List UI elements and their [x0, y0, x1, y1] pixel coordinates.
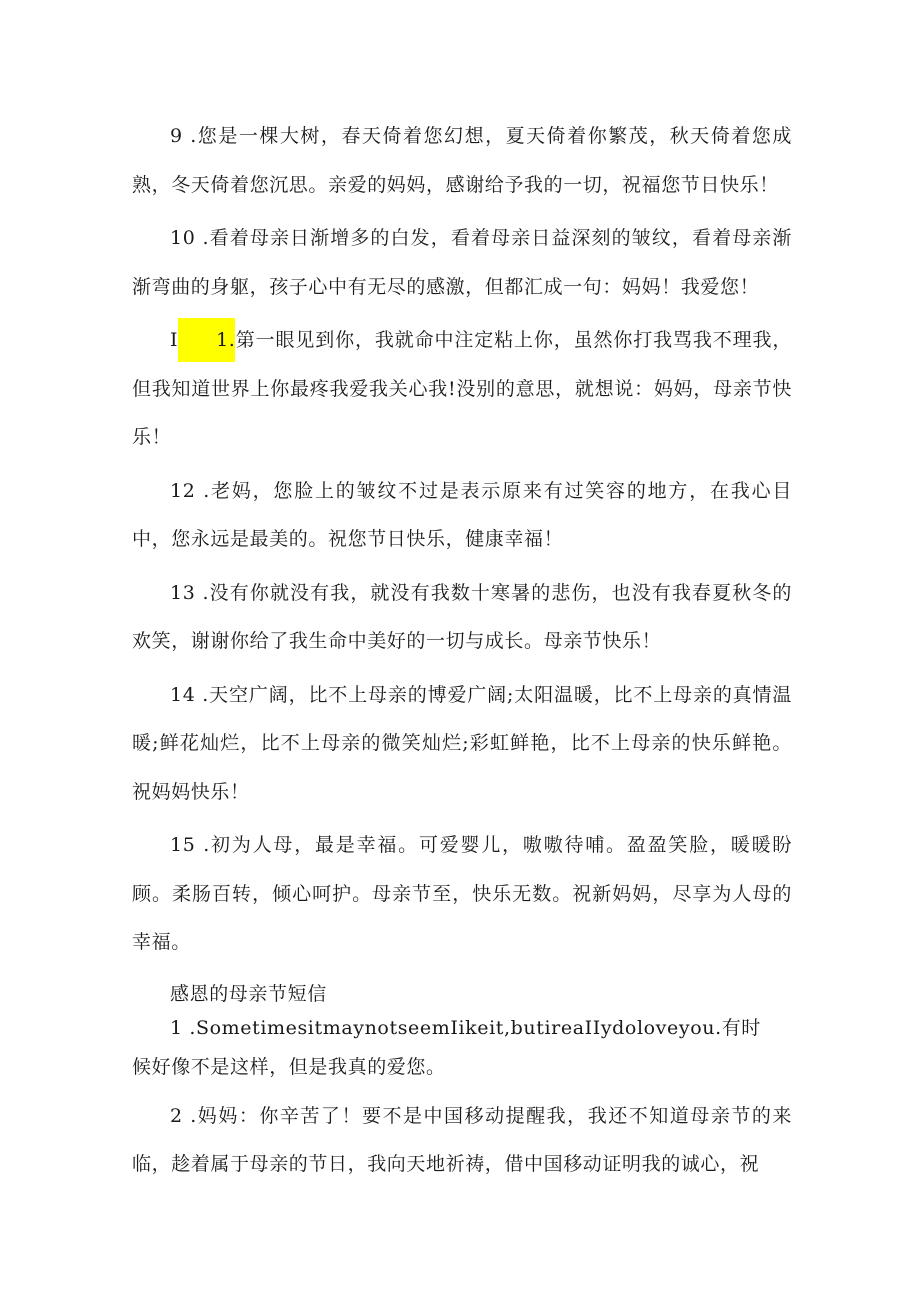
paragraph-10: 10 .看着母亲日渐增多的白发，看着母亲日益深刻的皱纹，看着母亲渐渐弯曲的身躯，孩子心中有无尽的感激，但都汇成一句：妈妈！我爱您！	[132, 227, 792, 298]
section-item-1	[132, 1009, 792, 1087]
section-item-2: 2 .妈妈：你辛苦了！要不是中国移动提醒我，我还不知道母亲节的来临，趁着属于母亲的节日，我向天地祈祷，借中国移动证明我的诚心，祝	[132, 1104, 792, 1175]
paragraph-9: 9 .您是一棵大树，春天倚着您幻想，夏天倚着你繁茂，秋天倚着您成熟，冬天倚着您沉思。亲爱的妈妈，感谢给予我的一切，祝福您节日快乐！	[132, 125, 792, 196]
paragraph-15: 15 .初为人母，最是幸福。可爱婴儿，嗷嗷待哺。盈盈笑脸，暖暖盼顾。柔肠百转，倾心呵护。母亲节至，快乐无数。祝新妈妈，尽享为人母的幸福。	[132, 834, 792, 953]
paragraph-12: 12 .老妈，您脸上的皱纹不过是表示原来有过笑容的地方，在我心目中，您永远是最美的。祝您节日快乐，健康幸福！	[132, 479, 792, 550]
highlighted-number: 1.	[178, 318, 235, 362]
paragraph-11-text: 第一眼见到你，我就命中注定粘上你，虽然你打我骂我不理我，但我知道世界上你最疼我爱我关心我!没别的意思，就想说：妈妈，母亲节快乐！	[132, 329, 792, 448]
section-title: 感恩的母亲节短信	[170, 982, 327, 1005]
paragraph-14: 14 .天空广阔，比不上母亲的博爱广阔;太阳温暖，比不上母亲的真情温暖;鲜花灿烂，比不上母亲的微笑灿烂;彩虹鲜艳，比不上母亲的快乐鲜艳。祝妈妈快乐！	[132, 683, 792, 803]
section-item-1-line-1: 1 .SometimesitmaynotseemIikeit,butireaIIydoloveyou.有时	[170, 1016, 761, 1039]
paragraph-11-prefix: I	[170, 329, 179, 351]
paragraph-11	[132, 316, 792, 462]
section-item-1-line-2: 候好像不是这样，但是我真的爱您。	[132, 1055, 446, 1078]
paragraph-13: 13 .没有你就没有我，就没有我数十寒暑的悲伤，也没有我春夏秋冬的欢笑，谢谢你给了我生命中美好的一切与成长。母亲节快乐！	[132, 581, 792, 652]
